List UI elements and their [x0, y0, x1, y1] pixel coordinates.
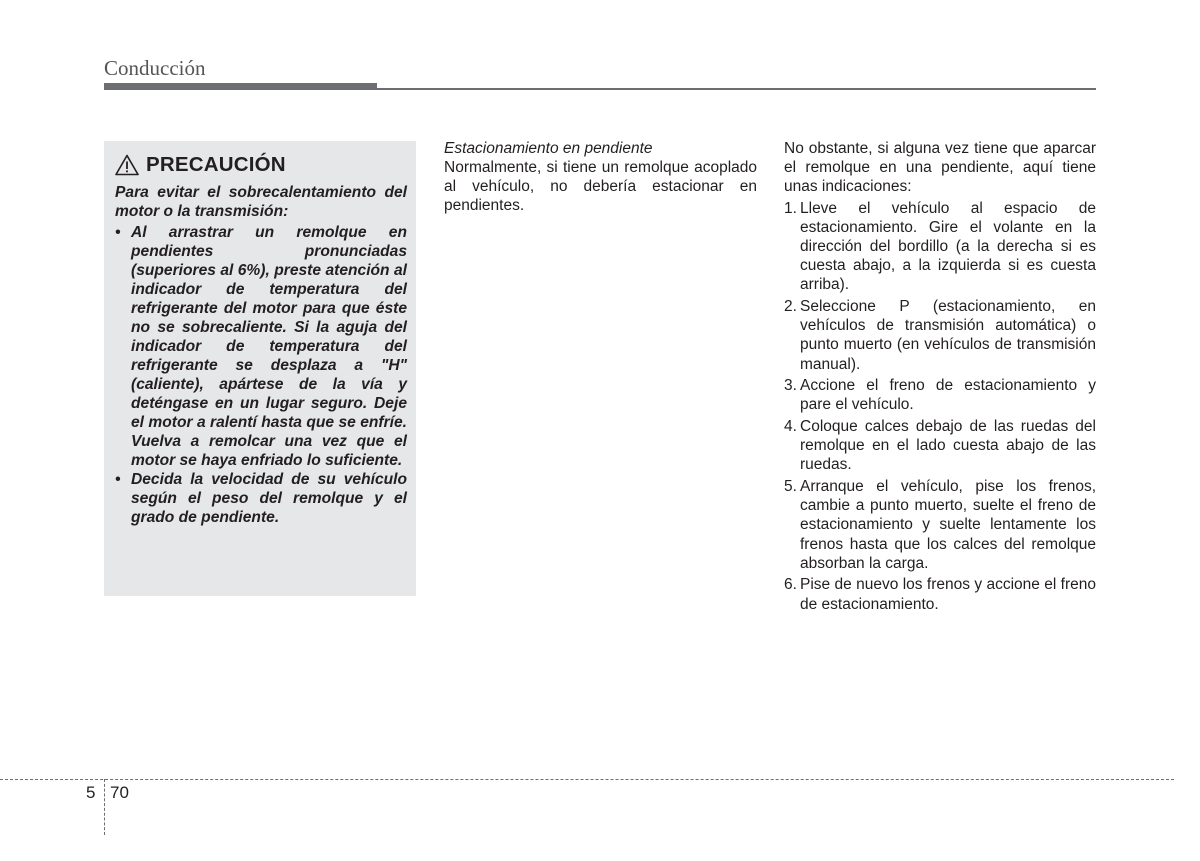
step-item: [784, 477, 1096, 573]
steps-list: [784, 199, 1096, 614]
step-number: 6.: [784, 576, 797, 594]
caution-heading: [115, 153, 407, 177]
step-item: [784, 199, 1096, 295]
caution-title: PRECAUCIÓN: [146, 153, 286, 176]
caution-list: [115, 223, 407, 527]
step-item: [784, 376, 1096, 414]
step-number: 2.: [784, 298, 797, 316]
step-item: [784, 297, 1096, 374]
warning-triangle-icon: [115, 154, 139, 176]
step-item: [784, 417, 1096, 475]
caution-item-text: Al arrastrar un remolque en pendientes pronunciadas (superiores al 6%), preste atención al indicador de temperatura del refrigerante del motor para que éste no se sobrecaliente. Si la aguja del indicador de temperatura del refrigerante se desplaza a "H" (caliente), apártese de la vía y deténgase en un lugar seguro. Deje el motor a ralentí hasta que se enfríe. Vuelva a remolcar una vez que el motor se haya enfriado lo suficiente.: [131, 224, 407, 469]
middle-column: [444, 139, 757, 216]
step-item: [784, 575, 1096, 613]
step-text: Seleccione P (estacionamiento, en vehículos de transmisión automática) o punto muerto (en vehículos de transmisión manual).: [800, 298, 1096, 373]
instructions-intro: No obstante, si alguna vez tiene que aparcar el remolque en una pendiente, aquí tiene unas indicaciones:: [784, 140, 1096, 196]
step-number: 5.: [784, 478, 797, 496]
section-paragraph: Normalmente, si tiene un remolque acoplado al vehículo, no debería estacionar en pendientes.: [444, 159, 757, 215]
footer-rule: [0, 779, 1174, 780]
step-text: Pise de nuevo los frenos y accione el freno de estacionamiento.: [800, 576, 1096, 613]
bullet: •: [115, 224, 121, 241]
header-title: Conducción: [104, 56, 206, 80]
header-rule-thin: [104, 88, 1096, 90]
step-number: 3.: [784, 377, 797, 395]
step-text: Coloque calces debajo de las ruedas del remolque en el lado cuesta abajo de las ruedas.: [800, 418, 1096, 474]
caution-item: [115, 470, 407, 527]
chapter-number: 5: [86, 783, 96, 802]
caution-item: [115, 223, 407, 470]
caution-item-text: Decida la velocidad de su vehículo según el peso del remolque y el grado de pendiente.: [131, 471, 407, 526]
caution-box: [104, 141, 416, 596]
section-heading: Estacionamiento en pendiente: [444, 140, 653, 157]
caution-intro: Para evitar el sobrecalentamiento del motor o la transmisión:: [115, 184, 407, 220]
bullet: •: [115, 471, 121, 488]
step-text: Accione el freno de estacionamiento y pare el vehículo.: [800, 377, 1096, 414]
page-number: 70: [110, 783, 129, 802]
right-column: [784, 139, 1096, 616]
step-number: 1.: [784, 199, 797, 217]
step-number: 4.: [784, 418, 797, 436]
footer-divider: [104, 779, 105, 835]
step-text: Lleve el vehículo al espacio de estacionamiento. Gire el volante en la dirección del bordillo (a la derecha si es cuesta abajo, a la izquierda si es cuesta arriba).: [800, 199, 1096, 294]
step-text: Arranque el vehículo, pise los frenos, cambie a punto muerto, suelte el freno de estacionamiento y suelte lentamente los frenos hasta que los calces del remolque absorban la carga.: [800, 478, 1096, 572]
